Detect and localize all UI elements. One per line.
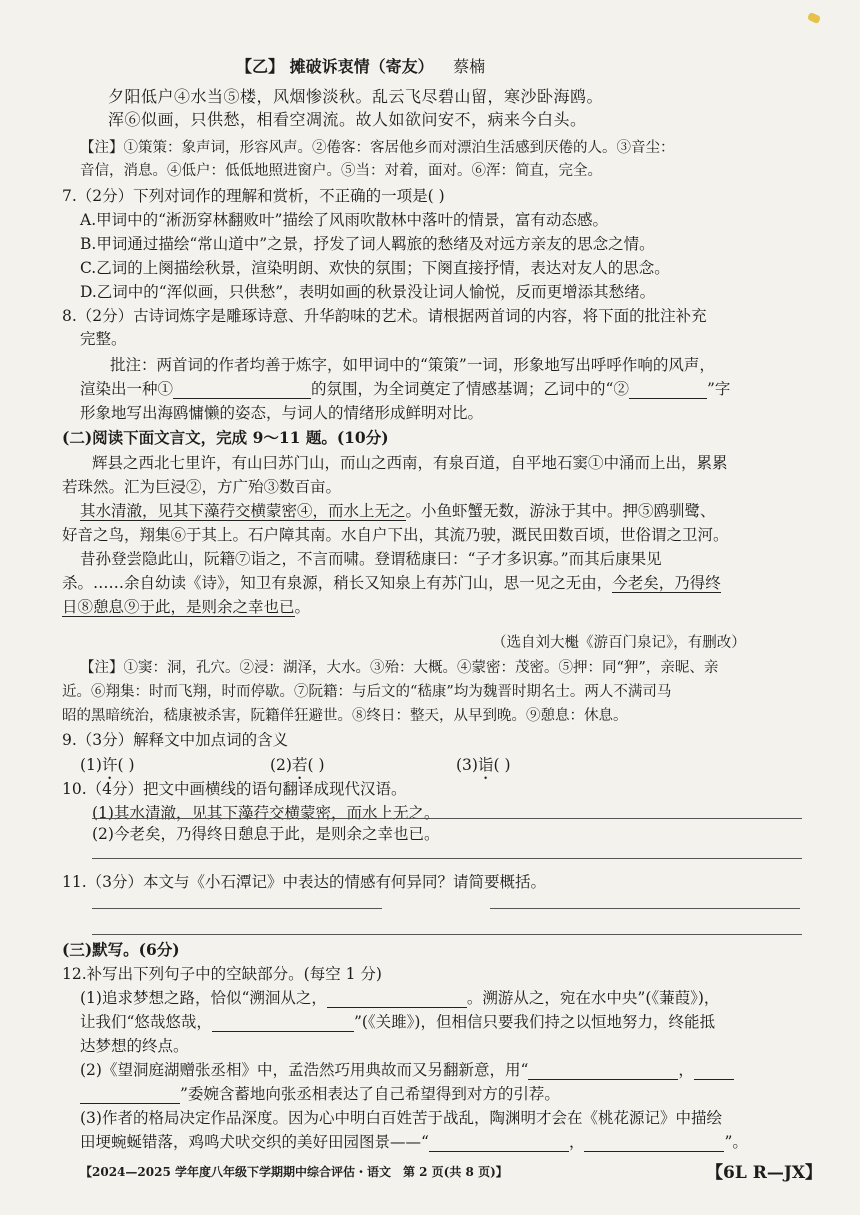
q12-1-text-a: (1)追求梦想之路，恰似“溯洄从之， [80,989,327,1007]
q12-item-3-line2 [80,1132,748,1152]
q12-1-text-c: 让我们“悠哉悠哉， [80,1013,212,1031]
q12-1-blank-2[interactable] [212,1015,354,1032]
q8-annotation-line3: 形象地写出海鸥慵懒的姿态，与词人的情绪形成鲜明对比。 [80,404,484,422]
q12-2-text-a: (2)《望洞庭湖赠张丞相》中，孟浩然巧用典故而又另翻新意，用“ [80,1061,529,1079]
q9-item-1-num: (1) [80,756,102,774]
q12-2-blank-2a[interactable] [694,1063,734,1080]
q12-item-1-line2 [80,1012,715,1032]
q10-sentence-2: (2)今老矣，乃得终日憩息于此，是则余之幸也已。 [92,825,440,843]
poem-b-title [236,57,485,77]
footer-code: 【6L R—JX】 [706,1163,823,1183]
q11-answer-line-2[interactable] [92,934,802,935]
section3-heading: (三)默写。(6分) [62,940,180,959]
notes-top-line1: 【注】①策策：象声词，形容风声。②倦客：客居他乡而对漂泊生活感到厌倦的人。③音尘： [80,140,675,156]
passage-p2-line1 [80,501,716,521]
q11-answer-line-1a[interactable] [92,908,382,909]
notes-mid-line1: 【注】①窦：洞，孔穴。②浸：湖泽，大水。③殆：大概。④蒙密：茂密。⑤押：同“狎”，亲昵、亲 [80,660,719,676]
q9-stem: 9.（3分）解释文中加点词的含义 [62,731,289,749]
q12-item-1-line3: 达梦想的终点。 [80,1037,189,1055]
q12-2-blank-1[interactable] [528,1063,678,1080]
q7-stem: 7.（2分）下列对词作的理解和赏析，不正确的一项是( ) [62,187,445,205]
poem-b-line2: 浑⑥似画，只供愁，相看空凋流。故人如欲问安不，病来今白头。 [108,110,587,129]
q9-item-2-num: (2) [270,756,292,774]
q12-1-text-b: 。溯游从之，宛在水中央”(《蒹葭》)， [466,989,720,1007]
q10-stem: 10.（4分）把文中画横线的语句翻译成现代汉语。 [62,780,407,798]
q10-answer-line-2[interactable] [92,858,802,859]
passage-underlined-sentence-1: 其水清澈，见其下藻荇交横蒙密④，而水上无之 [80,502,406,520]
q12-2-text-c: ”委婉含蓄地向张丞相表达了自己希望得到对方的引荐。 [180,1085,560,1103]
notes-mid-line2: 近。⑥翔集：时而飞翔，时而停歇。⑦阮籍：与后文的“嵇康”均为魏晋时期名士。两人不满司马 [62,684,672,700]
poem-b-author: 蔡楠 [453,57,486,76]
q12-3-text-d: ”。 [724,1133,748,1151]
passage-p3-line3 [62,597,310,617]
passage-underlined-sentence-2b: 日⑧憩息⑨于此，是则余之幸也已 [62,598,295,616]
q8-annotation-line2 [80,379,730,399]
q12-item-2-line1 [80,1060,734,1080]
passage-p3-line1: 昔孙登尝隐此山，阮籍⑦诣之，不言而啸。登谓嵇康曰：“子才多识寡。”而其后康果见 [80,550,662,568]
q12-3-blank-1[interactable] [429,1135,569,1152]
q8-text-c: ”字 [706,380,731,398]
q9-item-3-answer[interactable]: ( ) [493,756,511,774]
q12-3-text-b: 田埂蜿蜒错落，鸡鸣犬吠交织的美好田园图景——“ [80,1133,429,1151]
q8-stem-line1: 8.（2分）古诗词炼字是雕琢诗意、升华韵味的艺术。请根据两首词的内容，将下面的批注补充 [62,307,707,325]
notes-mid-line3: 昭的黑暗统治，嵇康被杀害，阮籍佯狂避世。⑧终日：整天，从早到晚。⑨憩息：休息。 [62,708,628,724]
q7-option-c: C.乙词的上阕描绘秋景，渲染明朗、欢快的氛围；下阕直接抒情，表达对友人的思念。 [80,259,670,277]
q12-stem: 12.补写出下列句子中的空缺部分。(每空 1 分) [62,965,382,983]
q9-item-2-word: 若 [291,756,308,774]
yellow-mark [807,12,821,24]
q9-item-2-answer[interactable]: ( ) [307,756,325,774]
q8-blank-1[interactable] [173,382,311,399]
q7-option-a: A.甲词中的“淅沥穿林翻败叶”描绘了风雨吹散林中落叶的情景，富有动态感。 [80,211,608,229]
q12-1-text-d: ”(《关雎》)，但相信只要我们持之以恒地努力，终能抵 [353,1013,715,1031]
q12-item-3-line1: (3)作者的格局决定作品深度。因为心中明白百姓苦于战乱，陶渊明才会在《桃花源记》中描绘 [80,1109,722,1127]
q8-annotation-line1: 批注：两首词的作者均善于炼字，如甲词中的“策策”一词，形象地写出呼呼作响的风声， [110,356,715,374]
passage-source: （选自刘大櫆《游百门泉记》，有删改） [492,635,746,651]
q9-item-3-word: 诣 [477,756,494,774]
q8-blank-2[interactable] [629,382,707,399]
q11-stem: 11.（3分）本文与《小石潭记》中表达的情感有何异同？请简要概括。 [62,873,547,891]
passage-p2-line2: 好音之鸟，翔集⑥于其上。石户障其南。水自户下出，其流乃驶，溉民田数百顷，世俗谓之卫河。 [62,526,729,544]
q12-item-2-line2 [80,1084,560,1104]
q10-sentence-1: (1)其水清澈，见其下藻荇交横蒙密，而水上无之。 [92,804,440,822]
q8-text-a: 渲染出一种① [80,380,174,398]
q10-answer-line-1[interactable] [92,818,802,819]
passage-p2-rest: 。小鱼虾蟹无数，游泳于其中。押⑤鸥驯鹭、 [405,502,716,520]
poem-b-line1: 夕阳低户④水当⑤楼，风烟惨淡秋。乱云飞尽碧山留，寒沙卧海鸥。 [108,87,604,106]
q8-stem-line2: 完整。 [80,330,127,348]
section2-heading: (二)阅读下面文言文，完成 9～11 题。(10分) [62,428,389,447]
q12-3-blank-2[interactable] [584,1135,724,1152]
passage-p1-line1: 辉县之西北七里许，有山曰苏门山，而山之西南，有泉百道，自平地石窦①中涌而上出，累累 [92,454,728,472]
notes-top-line2: 音信，消息。④低户：低低地照进窗户。⑤当：对着，面对。⑥浑：简直，完全。 [80,163,602,179]
q9-item-1-word: 许 [101,756,118,774]
q9-item-3-num: (3) [456,756,478,774]
q12-2-text-b: ， [678,1061,694,1079]
q12-2-blank-2b[interactable] [80,1087,180,1104]
passage-p1-line2: 若珠然。汇为巨浸②，方广殆③数百亩。 [62,478,342,496]
q9-item-1-answer[interactable]: ( ) [117,756,135,774]
passage-p3-line2 [62,573,721,593]
q9-item-3 [456,755,511,783]
q12-item-1-line1 [80,988,719,1008]
passage-underlined-sentence-2a: 今老矣，乃得终 [612,574,721,592]
poem-b-title-text: 【乙】 摊破诉衷情（寄友） [236,57,434,76]
q7-option-b: B.甲词通过描绘“常山道中”之景，抒发了词人羁旅的愁绪及对远方亲友的思念之情。 [80,235,655,253]
q12-1-blank-1[interactable] [327,991,467,1008]
passage-p3-pre: 杀。……余自幼读《诗》，知卫有泉源，稍长又知泉上有苏门山，思一见之无由， [62,574,613,592]
footer-page-info: 【2024—2025 学年度八年级下学期期中综合评估・语文 第 2 页(共 8 页)】 [80,1165,508,1179]
q11-answer-line-1b[interactable] [490,908,800,909]
passage-p3-end: 。 [294,598,311,616]
q12-3-text-c: ， [568,1133,585,1151]
q7-option-d: D.乙词中的“浑似画，只供愁”，表明如画的秋景没让词人愉悦，反而更增添其愁绪。 [80,283,656,301]
q8-text-b: 的氛围，为全词奠定了情感基调；乙词中的“② [311,380,629,398]
